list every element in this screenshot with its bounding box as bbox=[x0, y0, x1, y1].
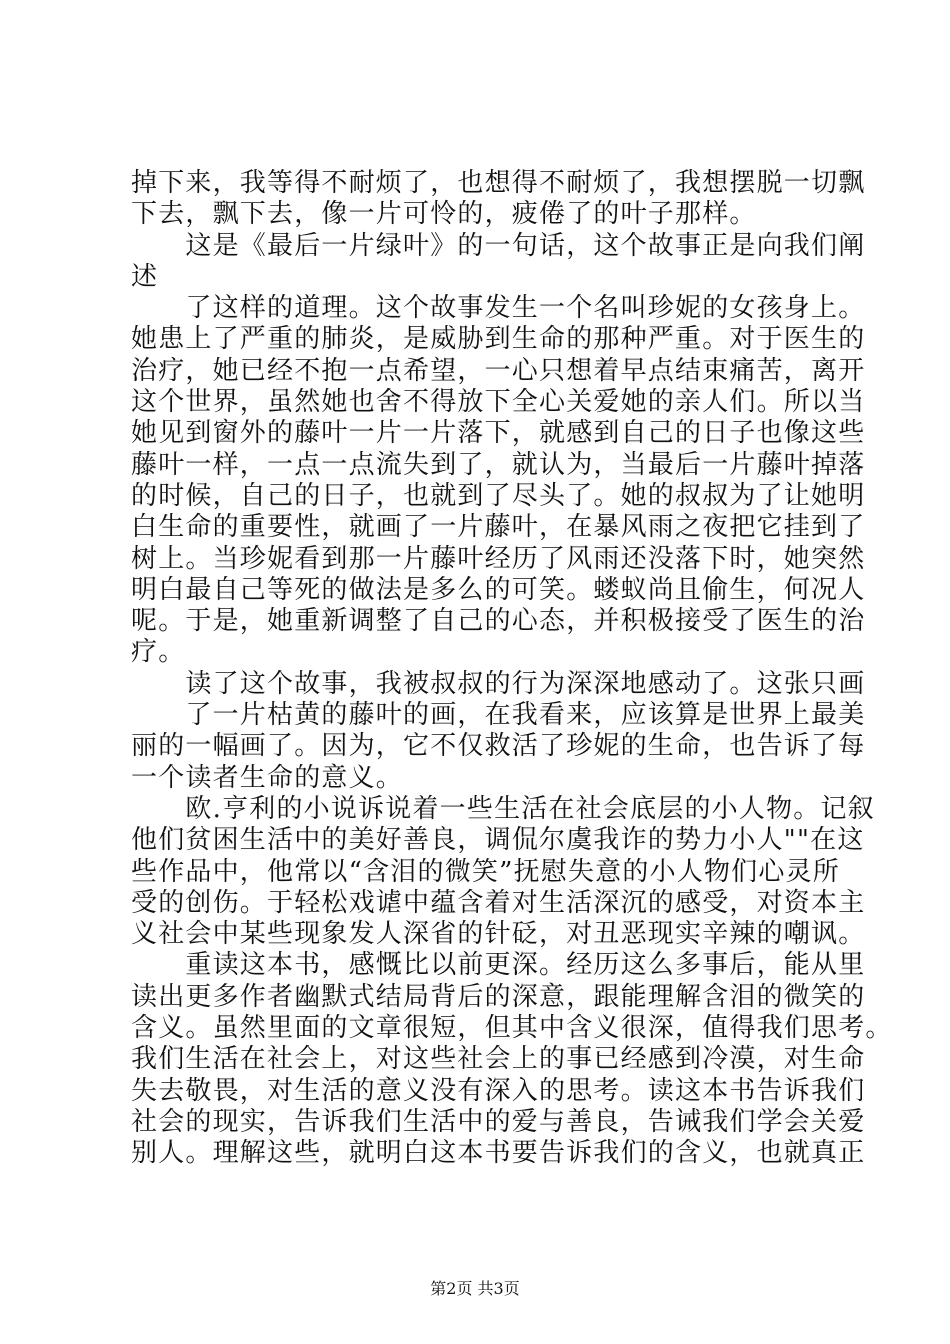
text-line: 别人。理解这些，就明白这本书要告诉我们的含义，也就真正 bbox=[131, 1138, 866, 1169]
text-line: 她见到窗外的藤叶一片一片落下，就感到自己的日子也像这些 bbox=[131, 418, 866, 449]
text-line: 这个世界，虽然她也舍不得放下全心关爱她的亲人们。所以当 bbox=[131, 387, 866, 418]
text-line: 些作品中，他常以“含泪的微笑”抚慰失意的小人物们心灵所 bbox=[131, 856, 840, 887]
text-line: 丽的一幅画了。因为，它不仅救活了珍妮的生命，也告诉了每 bbox=[131, 731, 866, 762]
text-line: 他们贫困生活中的美好善良，调侃尔虞我诈的势力小人""在这 bbox=[131, 825, 865, 856]
text-line: 社会的现实，告诉我们生活中的爱与善良，告诫我们学会关爱 bbox=[131, 1106, 866, 1137]
text-line: 藤叶一样，一点一点流失到了，就认为，当最后一片藤叶掉落 bbox=[131, 449, 866, 480]
text-line: 疗。 bbox=[131, 637, 186, 668]
text-line: 读了这个故事，我被叔叔的行为深深地感动了。这张只画 bbox=[131, 668, 866, 699]
text-line: 一个读者生命的意义。 bbox=[131, 762, 404, 793]
text-line: 了这样的道理。这个故事发生一个名叫珍妮的女孩身上。 bbox=[131, 293, 866, 324]
text-line: 义社会中某些现象发人深省的针砭，对丑恶现实辛辣的嘲讽。 bbox=[131, 919, 866, 950]
text-line: 我们生活在社会上，对这些社会上的事已经感到冷漠，对生命 bbox=[131, 1044, 866, 1075]
text-line: 她患上了严重的肺炎，是威胁到生命的那种严重。对于医生的 bbox=[131, 324, 866, 355]
text-line: 述 bbox=[131, 261, 159, 292]
body-text bbox=[131, 168, 893, 1170]
text-line: 下去，飘下去，像一片可怜的，疲倦了的叶子那样。 bbox=[131, 199, 757, 230]
text-line: 呢。于是，她重新调整了自己的心态，并积极接受了医生的治 bbox=[131, 606, 866, 637]
text-line: 读出更多作者幽默式结局背后的深意，跟能理解含泪的微笑的 bbox=[131, 981, 866, 1012]
text-line: 欧.亨利的小说诉说着一些生活在社会底层的小人物。记叙 bbox=[131, 793, 875, 824]
text-line: 明白最自己等死的做法是多么的可笑。蝼蚁尚且偷生，何况人 bbox=[131, 574, 866, 605]
text-line: 树上。当珍妮看到那一片藤叶经历了风雨还没落下时，她突然 bbox=[131, 543, 866, 574]
text-line: 含义。虽然里面的文章很短，但其中含义很深，值得我们思考。 bbox=[131, 1013, 893, 1044]
text-line: 受的创伤。于轻松戏谑中蕴含着对生活深沉的感受，对资本主 bbox=[131, 887, 866, 918]
text-line: 白生命的重要性，就画了一片藤叶，在暴风雨之夜把它挂到了 bbox=[131, 512, 866, 543]
text-line: 这是《最后一片绿叶》的一句话，这个故事正是向我们阐 bbox=[131, 230, 866, 261]
text-line: 的时候，自己的日子，也就到了尽头了。她的叔叔为了让她明 bbox=[131, 480, 866, 511]
text-line: 了一片枯黄的藤叶的画，在我看来，应该算是世界上最美 bbox=[131, 700, 866, 731]
text-line: 掉下来，我等得不耐烦了，也想得不耐烦了，我想摆脱一切飘 bbox=[131, 168, 866, 198]
page-footer: 第2页 共3页 bbox=[430, 1279, 520, 1298]
text-line: 失去敬畏，对生活的意义没有深入的思考。读这本书告诉我们 bbox=[131, 1075, 866, 1106]
text-line: 治疗，她已经不抱一点希望，一心只想着早点结束痛苦，离开 bbox=[131, 355, 866, 386]
text-line: 重读这本书，感慨比以前更深。经历这么多事后，能从里 bbox=[131, 950, 866, 981]
